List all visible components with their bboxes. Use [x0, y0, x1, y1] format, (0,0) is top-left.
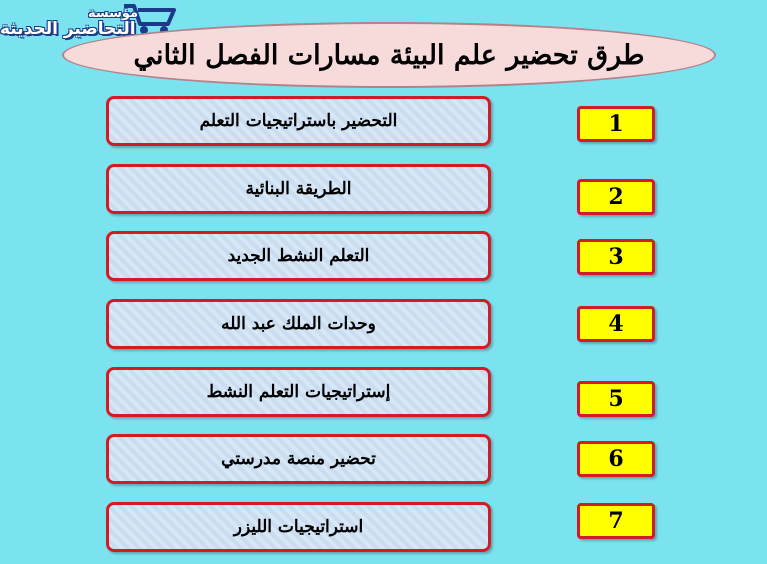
- option-label: التعلم النشط الجديد: [227, 246, 370, 266]
- number-label: 1: [608, 111, 624, 137]
- number-button-3[interactable]: [577, 239, 655, 275]
- number-button-7[interactable]: [577, 503, 655, 539]
- option-button-7[interactable]: [106, 502, 491, 552]
- option-label: وحدات الملك عبد الله: [221, 314, 376, 334]
- number-button-4[interactable]: [577, 306, 655, 342]
- page-title: طرق تحضير علم البيئة مسارات الفصل الثاني: [133, 39, 645, 71]
- page-title-banner: [62, 22, 716, 88]
- number-button-6[interactable]: [577, 441, 655, 477]
- option-label: إستراتيجيات التعلم النشط: [206, 382, 391, 402]
- number-label: 7: [608, 508, 624, 534]
- option-button-2[interactable]: [106, 164, 491, 214]
- option-label: استراتيجيات الليزر: [233, 517, 364, 537]
- number-label: 2: [608, 184, 624, 210]
- number-label: 3: [608, 244, 624, 270]
- brand-top-text: مؤسسة: [88, 6, 139, 21]
- number-label: 5: [608, 386, 624, 412]
- option-button-6[interactable]: [106, 434, 491, 484]
- option-button-4[interactable]: [106, 299, 491, 349]
- number-label: 6: [608, 446, 624, 472]
- option-label: التحضير باستراتيجيات التعلم: [199, 111, 398, 131]
- option-button-3[interactable]: [106, 231, 491, 281]
- brand-main-text: التحاضير الحديثة: [0, 19, 136, 39]
- number-button-1[interactable]: [577, 106, 655, 142]
- number-button-5[interactable]: [577, 381, 655, 417]
- option-button-1[interactable]: [106, 96, 491, 146]
- number-label: 4: [608, 311, 624, 337]
- number-button-2[interactable]: [577, 179, 655, 215]
- option-label: تحضير منصة مدرستي: [221, 449, 376, 469]
- option-label: الطريقة البنائية: [245, 179, 352, 199]
- option-button-5[interactable]: [106, 367, 491, 417]
